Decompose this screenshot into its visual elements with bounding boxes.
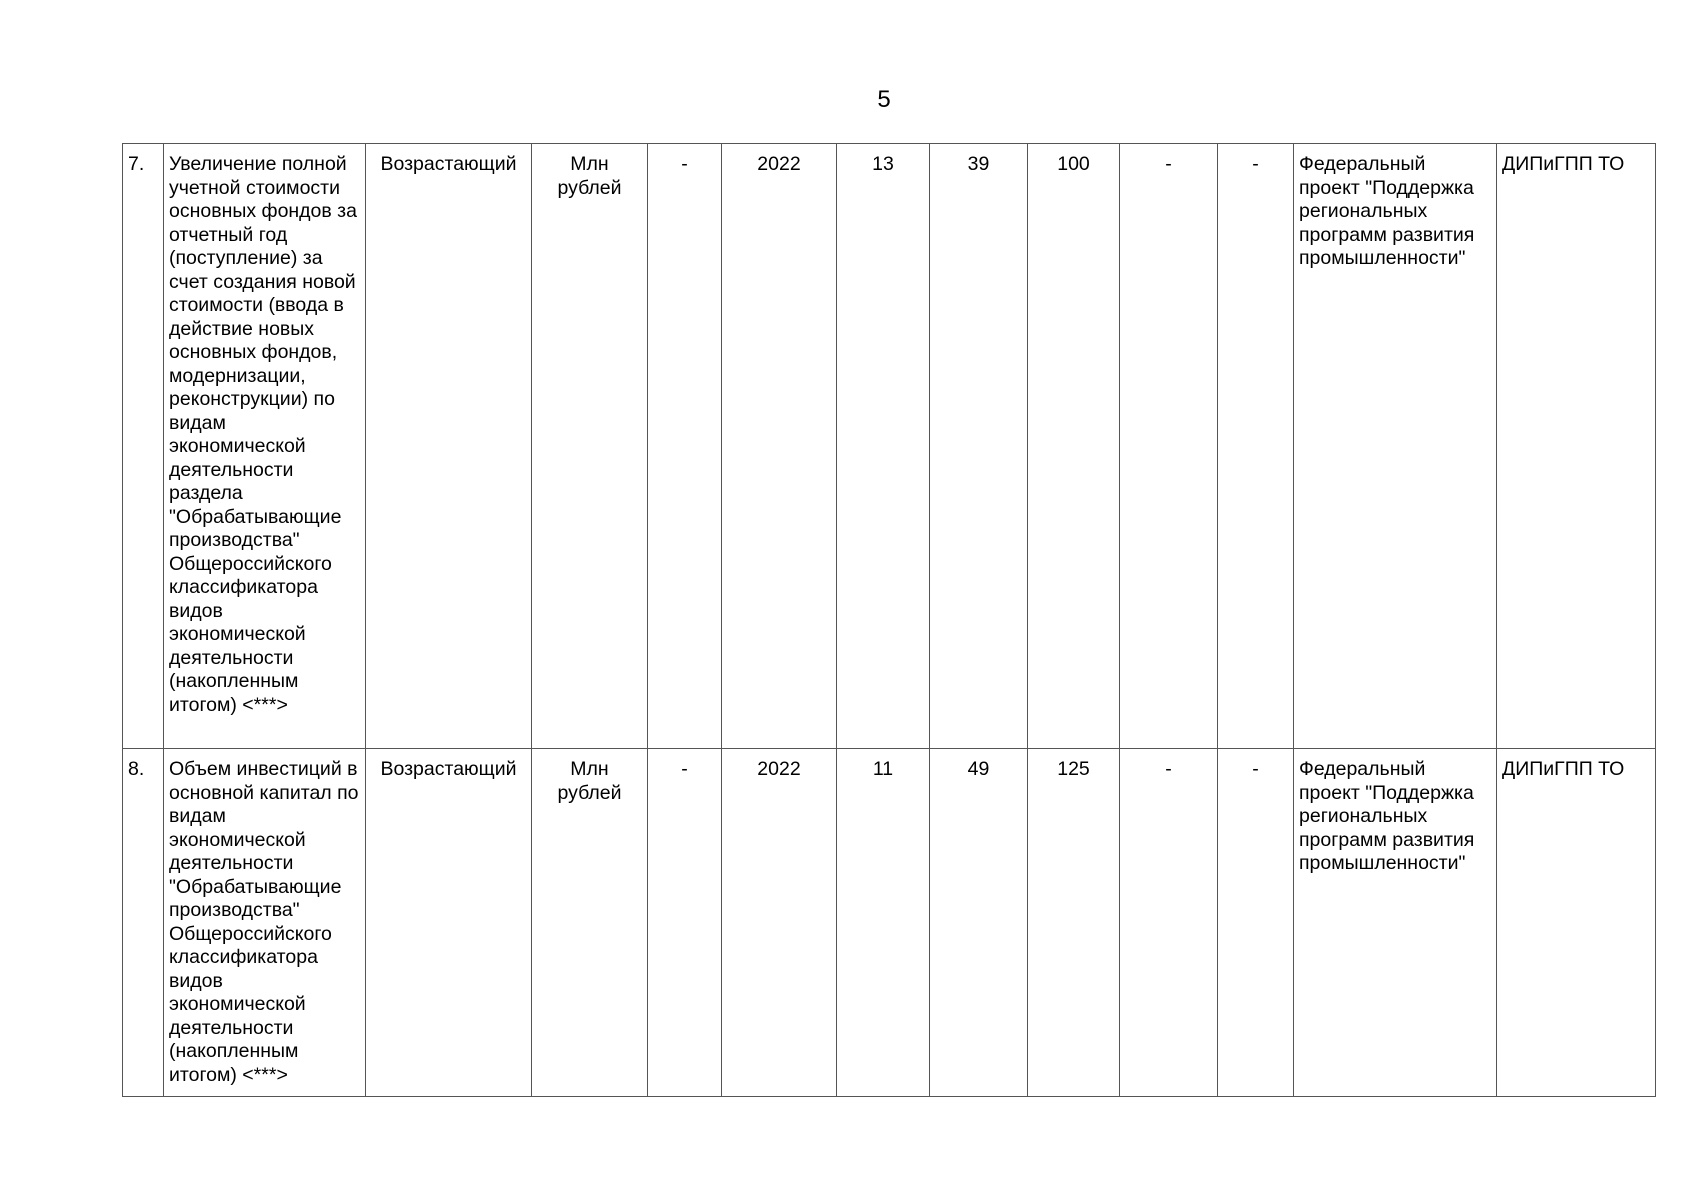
- federal-project: Федеральный проект "Поддержка региональных программ развития промышленности": [1294, 144, 1497, 749]
- value-cell: 11: [837, 749, 930, 1097]
- value-cell: -: [1218, 749, 1294, 1097]
- indicators-table: [122, 143, 1656, 1097]
- federal-project: Федеральный проект "Поддержка региональных программ развития промышленности": [1294, 749, 1497, 1097]
- table-row: [123, 749, 1656, 1097]
- base-value: -: [648, 749, 722, 1097]
- base-year: 2022: [722, 749, 837, 1097]
- value-cell: 49: [930, 749, 1028, 1097]
- indicator-name: Увеличение полной учетной стоимости основных фондов за отчетный год (поступление) за счет создания новой стоимости (ввода в действие новых основных фондов, модернизации, реконструкции) по видам экономической деятельности раздела "Обрабатывающие производства" Общероссийского классификатора видов экономической деятельности (накопленным итогом) <***>: [164, 144, 366, 749]
- base-value: -: [648, 144, 722, 749]
- value-cell: -: [1218, 144, 1294, 749]
- indicator-name: Объем инвестиций в основной капитал по видам экономической деятельности "Обрабатывающие производства" Общероссийского классификатора видов экономической деятельности (накопленным итогом) <***>: [164, 749, 366, 1097]
- unit-of-measure: Млн рублей: [532, 144, 648, 749]
- trend-type: Возрастающий: [366, 749, 532, 1097]
- trend-type: Возрастающий: [366, 144, 532, 749]
- table-row: [123, 144, 1656, 749]
- value-cell: 39: [930, 144, 1028, 749]
- value-cell: 13: [837, 144, 930, 749]
- responsible-body: ДИПиГПП ТО: [1497, 144, 1656, 749]
- value-cell: 125: [1028, 749, 1120, 1097]
- value-cell: 100: [1028, 144, 1120, 749]
- page-number: 5: [877, 86, 891, 113]
- value-cell: -: [1120, 144, 1218, 749]
- responsible-body: ДИПиГПП ТО: [1497, 749, 1656, 1097]
- row-number: 7.: [123, 144, 164, 749]
- value-cell: -: [1120, 749, 1218, 1097]
- base-year: 2022: [722, 144, 837, 749]
- row-number: 8.: [123, 749, 164, 1097]
- unit-of-measure: Млн рублей: [532, 749, 648, 1097]
